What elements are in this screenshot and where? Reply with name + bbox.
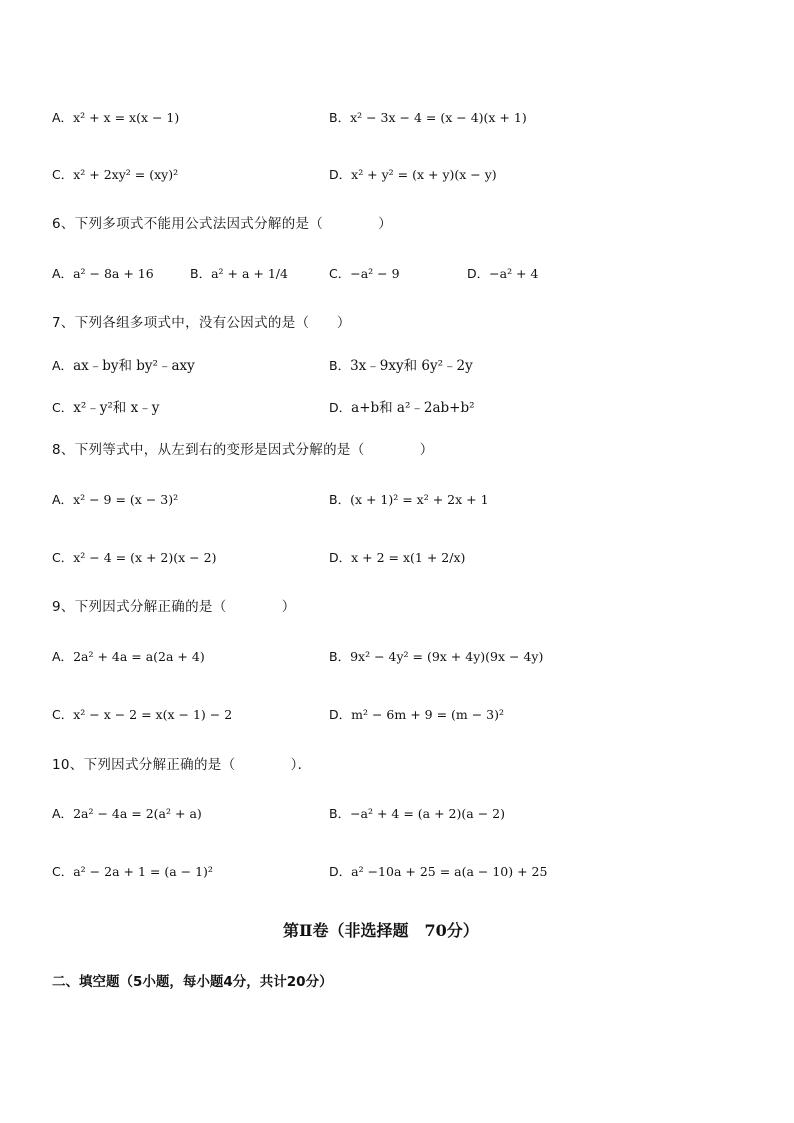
option-expression: 2a² − 4a = 2(a² + a) bbox=[73, 806, 202, 821]
option-label: D． bbox=[329, 707, 352, 722]
q9-option-d bbox=[329, 705, 504, 725]
option-expression: a² − 8a + 16 bbox=[73, 266, 154, 281]
option-label: D． bbox=[329, 400, 352, 415]
q5-option-c bbox=[52, 165, 178, 185]
q8-stem: 8、下列等式中，从左到右的变形是因式分解的是（ ） bbox=[52, 442, 434, 458]
option-label: A． bbox=[52, 266, 74, 281]
option-expression: x² + y² = (x + y)(x − y) bbox=[351, 167, 497, 182]
option-label: A． bbox=[52, 358, 74, 373]
q9-option-a bbox=[52, 647, 205, 667]
q10-option-a bbox=[52, 804, 202, 824]
option-label: C． bbox=[329, 266, 351, 281]
option-expression: x + 2 = x(1 + 2/x) bbox=[351, 550, 466, 565]
option-label: B． bbox=[329, 358, 351, 373]
q5-option-d bbox=[329, 165, 497, 185]
option-expression: a² − 2a + 1 = (a − 1)² bbox=[73, 864, 213, 879]
q5-option-b bbox=[329, 108, 527, 128]
option-label: A． bbox=[52, 110, 74, 125]
part-two-title: 第Ⅱ卷（非选择题 70分） bbox=[283, 921, 479, 940]
option-label: C． bbox=[52, 167, 74, 182]
q10-option-b bbox=[329, 804, 505, 824]
q7-option-d bbox=[329, 398, 475, 418]
option-expression: 3x﹣9xy和 6y²﹣2y bbox=[350, 358, 473, 374]
option-label: C． bbox=[52, 400, 74, 415]
q5-option-a bbox=[52, 108, 179, 128]
option-expression: a² −10a + 25 = a(a − 10) + 25 bbox=[351, 864, 548, 879]
q8-option-d bbox=[329, 548, 465, 568]
option-label: D． bbox=[329, 167, 352, 182]
option-label: D． bbox=[329, 864, 352, 879]
option-expression: x² − 3x − 4 = (x − 4)(x + 1) bbox=[350, 110, 527, 125]
q6-option-b bbox=[190, 264, 288, 284]
option-label: B． bbox=[190, 266, 212, 281]
q8-option-a bbox=[52, 490, 178, 510]
q7-option-a bbox=[52, 356, 195, 376]
q9-stem: 9、下列因式分解正确的是（ ） bbox=[52, 599, 296, 615]
option-expression: x² + 2xy² = (xy)² bbox=[73, 167, 179, 182]
q6-option-d bbox=[467, 264, 538, 284]
option-expression: 2a² + 4a = a(2a + 4) bbox=[73, 649, 205, 664]
option-expression: −a² + 4 bbox=[489, 266, 539, 281]
q10-option-c bbox=[52, 862, 213, 882]
option-expression: a² + a + 1/4 bbox=[211, 266, 288, 281]
q10-option-d bbox=[329, 862, 547, 882]
option-expression: x² − 4 = (x + 2)(x − 2) bbox=[73, 550, 217, 565]
option-label: B． bbox=[329, 649, 351, 664]
option-expression: −a² − 9 bbox=[350, 266, 400, 281]
option-label: D． bbox=[467, 266, 490, 281]
option-label: C． bbox=[52, 707, 74, 722]
q9-option-b bbox=[329, 647, 543, 667]
option-label: B． bbox=[329, 806, 351, 821]
q9-option-c bbox=[52, 705, 232, 725]
option-label: B． bbox=[329, 492, 351, 507]
q7-option-b bbox=[329, 356, 473, 376]
option-label: A． bbox=[52, 806, 74, 821]
option-label: C． bbox=[52, 864, 74, 879]
option-expression: x² − x − 2 = x(x − 1) − 2 bbox=[73, 707, 233, 722]
option-expression: a+b和 a²﹣2ab+b² bbox=[351, 400, 475, 416]
option-expression: x²﹣y²和 x﹣y bbox=[73, 400, 160, 416]
q8-option-b bbox=[329, 490, 489, 510]
option-expression: ax﹣by和 by²﹣axy bbox=[73, 358, 195, 374]
option-expression: (x + 1)² = x² + 2x + 1 bbox=[350, 492, 489, 507]
option-label: B． bbox=[329, 110, 351, 125]
option-expression: m² − 6m + 9 = (m − 3)² bbox=[351, 707, 505, 722]
q10-stem: 10、下列因式分解正确的是（ ）． bbox=[52, 757, 312, 773]
q6-option-a bbox=[52, 264, 154, 284]
q7-stem: 7、下列各组多项式中，没有公因式的是（ ） bbox=[52, 315, 351, 331]
section-fill-in-blank-heading: 二、填空题（5小题，每小题4分，共计20分） bbox=[52, 974, 333, 990]
option-expression: x² + x = x(x − 1) bbox=[73, 110, 180, 125]
q6-option-c bbox=[329, 264, 400, 284]
option-label: A． bbox=[52, 649, 74, 664]
option-label: A． bbox=[52, 492, 74, 507]
option-expression: 9x² − 4y² = (9x + 4y)(9x − 4y) bbox=[350, 649, 544, 664]
option-label: D． bbox=[329, 550, 352, 565]
option-label: C． bbox=[52, 550, 74, 565]
q8-option-c bbox=[52, 548, 216, 568]
q7-option-c bbox=[52, 398, 159, 418]
option-expression: −a² + 4 = (a + 2)(a − 2) bbox=[350, 806, 505, 821]
option-expression: x² − 9 = (x − 3)² bbox=[73, 492, 179, 507]
q6-stem: 6、下列多项式不能用公式法因式分解的是（ ） bbox=[52, 216, 393, 232]
